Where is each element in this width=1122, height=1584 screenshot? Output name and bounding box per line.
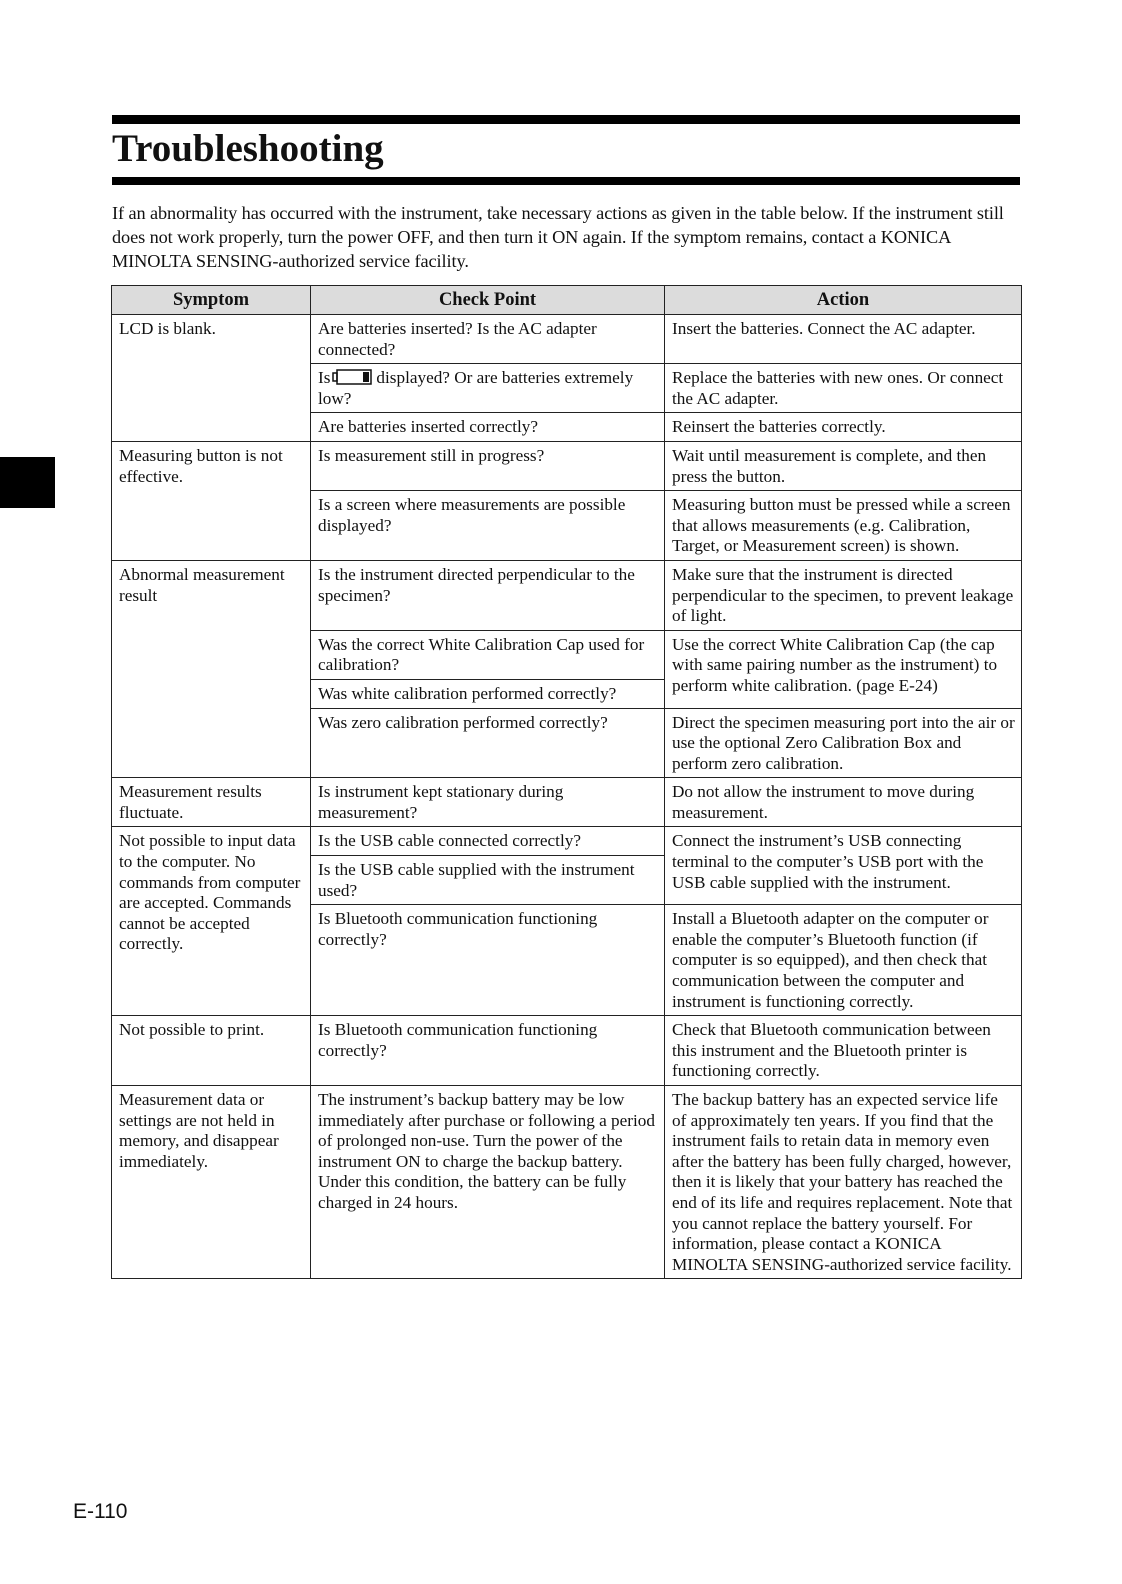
- header-action: Action: [665, 286, 1022, 315]
- symptom-cell: Measurement data or settings are not held in memory, and disappear immediately.: [112, 1086, 311, 1279]
- check-point-cell: Are batteries inserted correctly?: [311, 413, 665, 442]
- action-cell: Reinsert the batteries correctly.: [665, 413, 1022, 442]
- check-point-cell: Is the USB cable supplied with the instrument used?: [311, 856, 665, 905]
- symptom-cell: Measurement results fluctuate.: [112, 778, 311, 827]
- battery-low-icon: [332, 369, 372, 385]
- check-point-text-suffix: displayed? Or are batteries extremely low?: [318, 368, 634, 408]
- check-point-cell: Is instrument kept stationary during measurement?: [311, 778, 665, 827]
- title-rule-top: [112, 115, 1020, 124]
- symptom-cell: Not possible to input data to the computer. No commands from computer are accepted. Commands cannot be accepted correctly.: [112, 827, 311, 1016]
- header-check-point: Check Point: [311, 286, 665, 315]
- check-point-cell: Was white calibration performed correctly?: [311, 679, 665, 708]
- action-cell: Direct the specimen measuring port into the air or use the optional Zero Calibration Box and perform zero calibration.: [665, 708, 1022, 778]
- troubleshooting-table: [111, 285, 1022, 1279]
- action-cell: Use the correct White Calibration Cap (the cap with same pairing number as the instrument) to perform white calibration. (page E-24): [665, 630, 1022, 708]
- check-point-cell: The instrument’s backup battery may be low immediately after purchase or following a period of prolonged non-use. Turn the power of the instrument ON to charge the backup battery. Under this condition, the battery can be fully charged in 24 hours.: [311, 1086, 665, 1279]
- table-row: [112, 441, 1022, 490]
- action-cell: Check that Bluetooth communication between this instrument and the Bluetooth printer is functioning correctly.: [665, 1016, 1022, 1086]
- table-header-row: [112, 286, 1022, 315]
- check-point-text-prefix: Is: [318, 368, 331, 388]
- symptom-cell: Measuring button is not effective.: [112, 441, 311, 560]
- check-point-cell: Was zero calibration performed correctly?: [311, 708, 665, 778]
- symptom-cell: LCD is blank.: [112, 315, 311, 442]
- check-point-cell: Are batteries inserted? Is the AC adapter connected?: [311, 315, 665, 364]
- action-cell: Wait until measurement is complete, and then press the button.: [665, 441, 1022, 490]
- action-cell: Do not allow the instrument to move during measurement.: [665, 778, 1022, 827]
- action-cell: The backup battery has an expected service life of approximately ten years. If you find that the instrument fails to retain data in memory even after the battery has been fully charged, however, then it is likely that your battery has reached the end of its life and requires replacement. Note that you cannot replace the battery yourself. For information, please contact a KONICA MINOLTA SENSING-authorized service facility.: [665, 1086, 1022, 1279]
- action-cell: Install a Bluetooth adapter on the computer or enable the computer’s Bluetooth function (if computer is so equipped), and then check that communication between the computer and instrument is functioning correctly.: [665, 905, 1022, 1016]
- table-row: [112, 827, 1022, 856]
- page-title: Troubleshooting: [112, 127, 384, 170]
- check-point-cell: Is the USB cable connected correctly?: [311, 827, 665, 856]
- table-row: [112, 315, 1022, 364]
- check-point-cell: Is measurement still in progress?: [311, 441, 665, 490]
- check-point-cell: Is Bluetooth communication functioning correctly?: [311, 1016, 665, 1086]
- check-point-cell: Is the instrument directed perpendicular to the specimen?: [311, 560, 665, 630]
- page-number: E-110: [73, 1500, 128, 1523]
- symptom-cell: Not possible to print.: [112, 1016, 311, 1086]
- check-point-cell: Was the correct White Calibration Cap used for calibration?: [311, 630, 665, 679]
- symptom-cell: Abnormal measurement result: [112, 560, 311, 777]
- action-cell: Measuring button must be pressed while a screen that allows measurements (e.g. Calibration, Target, or Measurement screen) is shown.: [665, 491, 1022, 561]
- table-row: [112, 1016, 1022, 1086]
- check-point-cell: Is Bluetooth communication functioning correctly?: [311, 905, 665, 1016]
- action-cell: Connect the instrument’s USB connecting terminal to the computer’s USB port with the USB cable supplied with the instrument.: [665, 827, 1022, 905]
- table-row: [112, 778, 1022, 827]
- action-cell: Make sure that the instrument is directed perpendicular to the specimen, to prevent leakage of light.: [665, 560, 1022, 630]
- table-row: [112, 560, 1022, 630]
- check-point-cell: [311, 364, 665, 413]
- title-rule-bottom: [112, 177, 1020, 185]
- header-symptom: Symptom: [112, 286, 311, 315]
- check-point-cell: Is a screen where measurements are possible displayed?: [311, 491, 665, 561]
- action-cell: Insert the batteries. Connect the AC adapter.: [665, 315, 1022, 364]
- table-row: [112, 1086, 1022, 1279]
- chapter-tab-marker: [0, 457, 55, 508]
- intro-paragraph: If an abnormality has occurred with the instrument, take necessary actions as given in the table below. If the instrument still does not work properly, turn the power OFF, and then turn it ON again. If the symptom remains, contact a KONICA MINOLTA SENSING-authorized service facility.: [112, 203, 1004, 271]
- action-cell: Replace the batteries with new ones. Or connect the AC adapter.: [665, 364, 1022, 413]
